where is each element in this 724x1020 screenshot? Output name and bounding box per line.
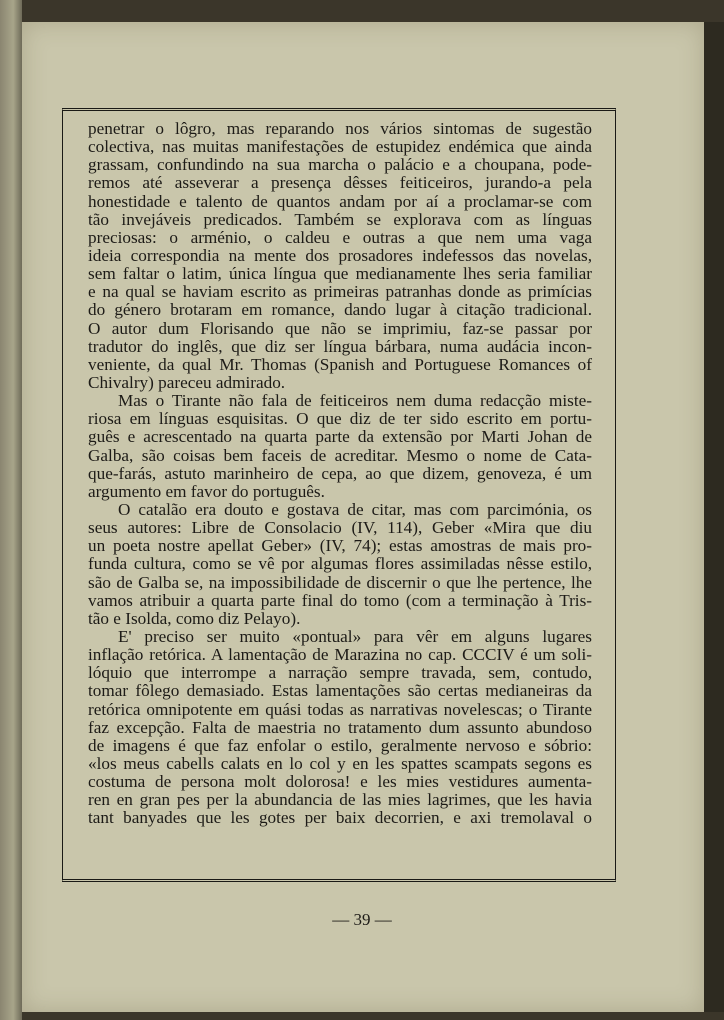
text-line: vamos atribuir a quarta parte final do tomo (com a terminação à Tris- <box>88 590 592 610</box>
text-line: tradutor do inglês, que diz ser língua bárbara, numa audácia incon- <box>88 336 592 356</box>
text-line: tomar fôlego demasiado. Estas lamentações são certas medianeiras da <box>88 681 592 701</box>
text-line: veniente, da qual Mr. Thomas (Spanish and Portuguese Romances of <box>88 354 592 374</box>
text-line: que-farás, astuto marinheiro de cepa, ao que dizem, genoveza, é um <box>88 463 592 483</box>
body-text <box>88 120 592 827</box>
text-line: ideia correspondia na mente dos prosadores indefessos das novelas, <box>88 245 592 265</box>
text-line: penetrar o lôgro, mas reparando nos vários sintomas de sugestão <box>88 119 592 138</box>
text-line: tant banyades que les gotes per baix decorrien, e axi tremolaval o <box>88 808 592 828</box>
text-line: retórica omnipotente em quási todas as narrativas novelescas; o Tirante <box>88 699 592 719</box>
text-line: guês e acrescentado na quarta parte da extensão por Marti Johan de <box>88 427 592 447</box>
text-line: inflação retórica. A lamentação de Marazina no cap. CCCIV é um soli- <box>88 645 592 665</box>
text-line: riosa em línguas esquisitas. O que diz de ter sido escrito em portu- <box>88 409 592 429</box>
text-line: costuma de persona molt dolorosa! e les mies vestidures aumenta- <box>88 772 592 792</box>
text-line: Galba, são coisas bem faceis de acreditar. Mesmo o nome de Cata- <box>88 445 592 465</box>
text-line: sem faltar o latim, única língua que medianamente lhes seria familiar <box>88 264 592 284</box>
text-line: e na qual se haviam escrito as primeiras patranhas donde as primícias <box>88 282 592 302</box>
text-line: Mas o Tirante não fala de feiticeiros nem duma redacção miste- <box>118 391 592 411</box>
text-line: Chivalry) pareceu admirado. <box>88 372 286 392</box>
text-line: O catalão era douto e gostava de citar, mas com parcimónia, os <box>118 499 592 519</box>
previous-page-edge <box>0 0 22 1020</box>
text-line: grassam, confundindo na sua marcha o palácio e a choupana, pode- <box>88 155 592 175</box>
text-line: O autor dum Florisando que não se imprimiu, faz-se passar por <box>88 318 592 338</box>
text-line: honestidade e talento de quantos andam por aí a proclamar-se com <box>88 191 592 211</box>
text-line: un poeta nostre apellat Geber» (IV, 74); estas amostras de mais pro- <box>88 536 592 556</box>
text-line: funda cultura, como se vê por algumas flores assimiladas nêsse estilo, <box>88 554 592 574</box>
text-line: E' preciso ser muito «pontual» para vêr em alguns lugares <box>118 626 592 646</box>
text-line: tão e Isolda, como diz Pelayo). <box>88 608 301 628</box>
text-line: remos até asseverar a presença dêsses feiticeiros, jurando-a pela <box>88 173 592 193</box>
book-edge <box>704 22 724 1012</box>
text-line: argumento em favor do português. <box>88 481 325 501</box>
page-number: — 39 — <box>332 910 392 929</box>
text-line: de imagens é que faz enfolar o estilo, geralmente nervoso e sóbrio: <box>88 735 592 755</box>
text-line: preciosas: o arménio, o caldeu e outras a que nem uma vaga <box>88 227 592 247</box>
text-line: faz excepção. Falta de maestria no tratamento dum assunto abundoso <box>88 717 592 737</box>
text-line: colectiva, nas muitas manifestações de estupidez endémica que ainda <box>88 137 592 157</box>
text-line: ren en gran pes per la abundancia de las mies lagrimes, que les havia <box>88 790 592 810</box>
text-line: tão invejáveis predicados. Também se explorava com as línguas <box>88 209 592 229</box>
text-line: são de Galba se, na impossibilidade de discernir o que lhe pertence, lhe <box>88 572 592 592</box>
text-line: lóquio que interrompe a narração sempre travada, sem, contudo, <box>88 663 592 683</box>
text-line: seus autores: Libre de Consolacio (IV, 114), Geber «Mira que diu <box>88 518 592 538</box>
text-line: «los meus cabells calats en lo col y en les spattes scampats segons es <box>88 753 592 773</box>
text-line: do género brotaram em romance, dando lugar à citação tradicional. <box>88 300 592 320</box>
